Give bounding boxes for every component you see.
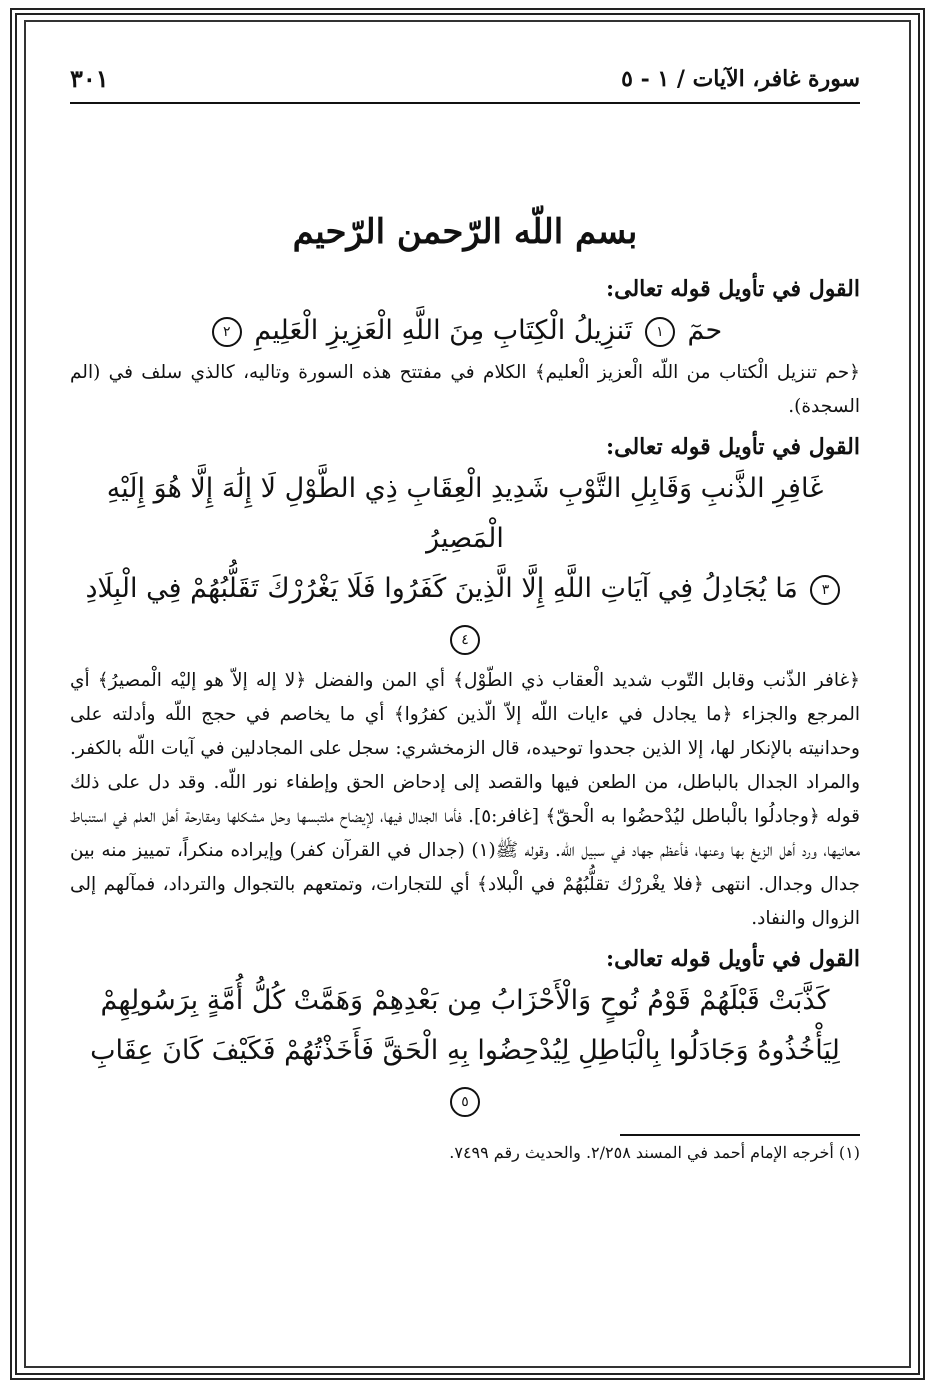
ayah-number-mark: ٥ bbox=[450, 1087, 480, 1117]
verse-line bbox=[70, 464, 860, 564]
section-heading-3: القول في تأويل قوله تعالى: bbox=[606, 946, 860, 972]
verse-line bbox=[70, 564, 860, 664]
commentary-paragraph: ﴿غافر الذّنب وقابل التّوب شديد الْعقاب ذي الطّوْل﴾ أي المن والفضل ﴿لا إله إلاّ هو إليْه الْمصيرُ﴾ أي المرجع والجزاء ﴿ما يجادل في ءايات اللّه إلاّ الّذين كفرُوا﴾ أي ما يخاصم في حجج اللّه وأدلته على وحدانيته بالإنكار لها، إلا الذين جحدوا توحيده، قال الزمخشري: سجل على المجادلين في آيات اللّه بالكفر. والمراد الجدال بالباطل، من الطعن فيها والقصد إلى إدحاض الحق وإطفاء نور اللّه. وقد دل على ذلك قوله ﴿وجادلُوا بالْباطل ليُدْحضُوا به الْحقّ﴾ [غافر:٥]. فأما الجدال فيها، لإيضاح ملتبسها وحل مشكلها ومقارحة أهل العلم في استنباط معانيها، ورد أهل الزيغ بها وعنها، فأعظم جهاد في سبيل اللّه. وقوله ﷺ(١) (جدال في القرآن كفر) وإيراده منكراً، تمييز منه بين جدال وجدال. انتهى ﴿فلا يغْررْك تقلُّبُهُمْ في الْبلاد﴾ أي للتجارات، وتمتعهم بالتجوال والترداد، فمآلهم إلى الزوال والنفاد. bbox=[70, 670, 860, 929]
ayah-number-mark: ٤ bbox=[450, 625, 480, 655]
verse-block-1 bbox=[70, 306, 860, 356]
basmala: بسم اللّه الرّحمن الرّحيم bbox=[292, 212, 638, 252]
verse-block-3 bbox=[70, 976, 860, 1126]
verse-text: لِيَأْخُذُوهُ وَجَادَلُوا بِالْبَاطِلِ لِيُدْحِضُوا بِهِ الْحَقَّ فَأَخَذْتُهُمْ فَكَيْفَ كَانَ عِقَابِ bbox=[90, 1035, 840, 1066]
section-heading-2: القول في تأويل قوله تعالى: bbox=[606, 434, 860, 460]
verse-text: كَذَّبَتْ قَبْلَهُمْ قَوْمُ نُوحٍ وَالْأَحْزَابُ مِن بَعْدِهِمْ وَهَمَّتْ كُلُّ أُمَّةٍ بِرَسُولِهِمْ bbox=[100, 985, 830, 1016]
verse-text: حمٓ bbox=[687, 315, 723, 346]
verse-line bbox=[70, 976, 860, 1026]
commentary-1 bbox=[70, 356, 860, 424]
ayah-number-mark: ٢ bbox=[212, 317, 242, 347]
section-heading-1: القول في تأويل قوله تعالى: bbox=[606, 276, 860, 302]
running-header bbox=[70, 60, 860, 104]
header-title: سورة غافر، الآيات / ١ - ٥ bbox=[621, 66, 860, 92]
verse-block-2 bbox=[70, 464, 860, 664]
verse-text: مَا يُجَادِلُ فِي آيَاتِ اللَّهِ إِلَّا الَّذِينَ كَفَرُوا فَلَا يَغْرُرْكَ تَقَلُّبُهُمْ فِي الْبِلَادِ bbox=[85, 573, 798, 604]
verse-text: غَافِرِ الذَّنبِ وَقَابِلِ التَّوْبِ شَدِيدِ الْعِقَابِ ذِي الطَّوْلِ لَا إِلَٰهَ إِلَّا هُوَ إِلَيْهِ الْمَصِيرُ bbox=[106, 473, 824, 554]
verse-line bbox=[70, 1026, 860, 1126]
footnote-separator bbox=[620, 1134, 860, 1136]
commentary-2 bbox=[70, 664, 860, 936]
book-page bbox=[70, 60, 860, 1330]
ayah-number-mark: ١ bbox=[645, 317, 675, 347]
ayah-number-mark: ٣ bbox=[810, 575, 840, 605]
commentary-paragraph: ﴿حم تنزيل الْكتاب من اللّه الْعزيز الْعليم﴾ الكلام في مفتتح هذه السورة وتاليه، كالذي سلف في (الم السجدة). bbox=[70, 362, 860, 417]
footnote: (١) أخرجه الإمام أحمد في المسند ٢/٢٥٨. والحديث رقم ٧٤٩٩. bbox=[449, 1143, 860, 1162]
page-number: ٣٠١ bbox=[70, 64, 109, 93]
verse-text: تَنزِيلُ الْكِتَابِ مِنَ اللَّهِ الْعَزِيزِ الْعَلِيمِ bbox=[254, 315, 633, 346]
